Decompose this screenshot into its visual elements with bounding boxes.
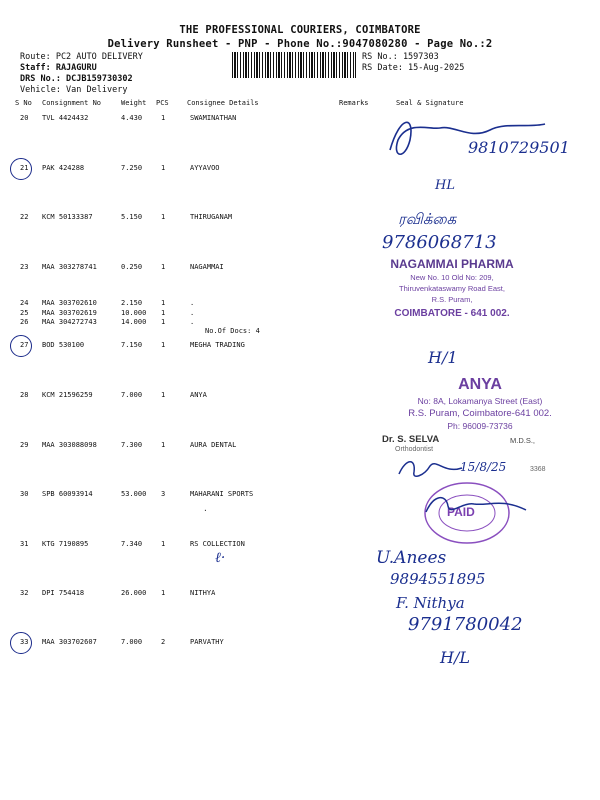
signature-row-31-mark: ℓ· (215, 550, 226, 566)
stamp-nagammai-name: NAGAMMAI PHARMA (390, 257, 514, 271)
stamp-aura-line2: M.D.S., (510, 436, 536, 445)
row-weight: 7.340 (121, 540, 143, 548)
row-consignment: KCM 50133387 (42, 213, 93, 221)
row-pcs: 1 (161, 263, 166, 271)
row-consignment: TVL 4424432 (42, 114, 89, 122)
row-consignee: NITHYA (190, 589, 216, 597)
staff-label: Staff: RAJAGURU (20, 63, 97, 73)
row-weight: 10.000 (121, 309, 147, 317)
stamp-anya-line3: R.S. Puram, Coimbatore-641 002. (408, 408, 552, 419)
row-consignment: MAA 303702619 (42, 309, 97, 317)
row-pcs: 2 (161, 638, 166, 646)
row-consignee: THIRUGANAM (190, 213, 233, 221)
col-consignment: Consignment No (42, 99, 102, 107)
row-pcs: 1 (161, 164, 166, 172)
row-consignment: MAA 303088098 (42, 441, 97, 449)
row-pcs: 1 (161, 213, 166, 221)
row-consignment: KTG 7190895 (42, 540, 89, 548)
row-pcs: 1 (161, 318, 166, 326)
row-weight: 7.250 (121, 164, 143, 172)
row-sno: 27 (20, 341, 29, 349)
stray-mark: · (203, 506, 208, 515)
row-consignee: ANYA (190, 391, 207, 399)
row-pcs: 1 (161, 309, 166, 317)
row-weight: 4.430 (121, 114, 143, 122)
stamp-nagammai-line3: Thiruvenkataswamy Road East, (399, 284, 505, 293)
row-sno: 26 (20, 318, 29, 326)
rs-date: RS Date: 15-Aug-2025 (362, 63, 465, 73)
stamp-nagammai-line4: R.S. Puram, (431, 295, 473, 304)
paid-stamp-text: PAID (447, 505, 475, 519)
stamp-anya-line4: Ph: 96009-73736 (447, 421, 513, 431)
stamp-nagammai-line5: COIMBATORE - 641 002. (394, 308, 510, 319)
row-consignment: MAA 303702610 (42, 299, 97, 307)
vehicle-label: Vehicle: Van Delivery (20, 85, 128, 95)
row-sno: 32 (20, 589, 29, 597)
stamp-anya-line2: No: 8A, Lokamanya Street (East) (417, 396, 543, 406)
row-consignee: MEGHA TRADING (190, 341, 245, 349)
signature-name-22: ரவிக்கை (398, 210, 457, 228)
signature-name-31: U.Anees (376, 548, 447, 568)
stamp-aura-line4: 3368 (530, 466, 546, 473)
stamp-aura-line1: Dr. S. SELVA (382, 434, 440, 445)
row-consignee: . (190, 299, 195, 307)
signature-phone-32: 9791780042 (408, 614, 523, 635)
row-weight: 2.150 (121, 299, 143, 307)
stamp-anya-name: ANYA (458, 376, 502, 393)
row-sno: 30 (20, 490, 29, 498)
runsheet-subtitle: Delivery Runsheet - PNP - Phone No.:9047080280 - Page No.:2 (107, 38, 493, 50)
row-weight: 26.000 (121, 589, 147, 597)
col-remarks: Remarks (339, 99, 369, 107)
row-consignee: . (190, 309, 195, 317)
row-consignee: PARVATHY (190, 638, 224, 646)
signature-name-32: F. Nithya (396, 594, 465, 612)
row-sno: 31 (20, 540, 29, 548)
row-consignment: BOD 530100 (42, 341, 85, 349)
row-consignment: DPI 754418 (42, 589, 85, 597)
row-consignee: MAHARANI SPORTS (190, 490, 254, 498)
row-consignment: PAK 424288 (42, 164, 85, 172)
runsheet-title: THE PROFESSIONAL COURIERS, COIMBATORE (179, 24, 421, 36)
row-pcs: 1 (161, 114, 166, 122)
barcode (232, 52, 356, 78)
col-pcs: PCS (156, 99, 169, 107)
col-sno: S No (15, 99, 32, 107)
row-weight: 5.150 (121, 213, 143, 221)
row-sno: 22 (20, 213, 29, 221)
drs-label: DRS No.: DCJB159730302 (20, 74, 133, 84)
signature-row-27: H/1 (428, 348, 458, 367)
route-label: Route: PC2 AUTO DELIVERY (20, 52, 143, 62)
row-pcs: 1 (161, 589, 166, 597)
row-consignment: MAA 303278741 (42, 263, 97, 271)
row-consignee: SWAMINATHAN (190, 114, 237, 122)
row-pcs: 3 (161, 490, 166, 498)
rs-number: RS No.: 1597303 (362, 52, 439, 62)
signature-row-33: H/L (440, 648, 470, 667)
row-sno: 33 (20, 638, 29, 646)
row-weight: 7.150 (121, 341, 143, 349)
row-sno: 29 (20, 441, 29, 449)
row-consignment: KCM 21596259 (42, 391, 93, 399)
row-sno: 24 (20, 299, 29, 307)
row-consignment: MAA 304272743 (42, 318, 97, 326)
col-weight: Weight (121, 99, 147, 107)
row-consignee: . (190, 318, 195, 326)
row-consignee: RS COLLECTION (190, 540, 245, 548)
row-pcs: 1 (161, 391, 166, 399)
signature-phone-31: 9894551895 (390, 570, 486, 588)
row-sno: 25 (20, 309, 29, 317)
row-pcs: 1 (161, 540, 166, 548)
signature-date-29: 15/8/25 (460, 460, 507, 474)
row-weight: 53.000 (121, 490, 147, 498)
signature-phone-20: 9810729501 (468, 138, 570, 157)
row-consignee: NAGAMMAI (190, 263, 224, 271)
stamp-aura-line3: Orthodontist (395, 446, 434, 453)
row-sno: 20 (20, 114, 29, 122)
signature-phone-22: 9786068713 (382, 232, 497, 253)
row-pcs: 1 (161, 341, 166, 349)
row-pcs: 1 (161, 441, 166, 449)
col-seal-signature: Seal & Signature (396, 99, 464, 107)
row-sno: 21 (20, 164, 29, 172)
row-pcs: 1 (161, 299, 166, 307)
row-consignment: MAA 303702607 (42, 638, 97, 646)
stamp-nagammai-line2: New No. 10 Old No: 209, (410, 273, 494, 282)
signature-row-30 (422, 490, 532, 520)
col-consignee: Consignee Details (187, 99, 259, 107)
row-sno: 28 (20, 391, 29, 399)
row-weight: 7.000 (121, 638, 143, 646)
docs-count-note: No.Of Docs: 4 (205, 327, 260, 335)
signature-row-21: HL (435, 178, 455, 193)
row-consignee: AURA DENTAL (190, 441, 237, 449)
row-consignment: SPB 60093914 (42, 490, 93, 498)
row-weight: 14.000 (121, 318, 147, 326)
row-weight: 0.250 (121, 263, 143, 271)
row-sno: 23 (20, 263, 29, 271)
row-consignee: AYYAVOO (190, 164, 220, 172)
row-weight: 7.000 (121, 391, 143, 399)
row-weight: 7.300 (121, 441, 143, 449)
